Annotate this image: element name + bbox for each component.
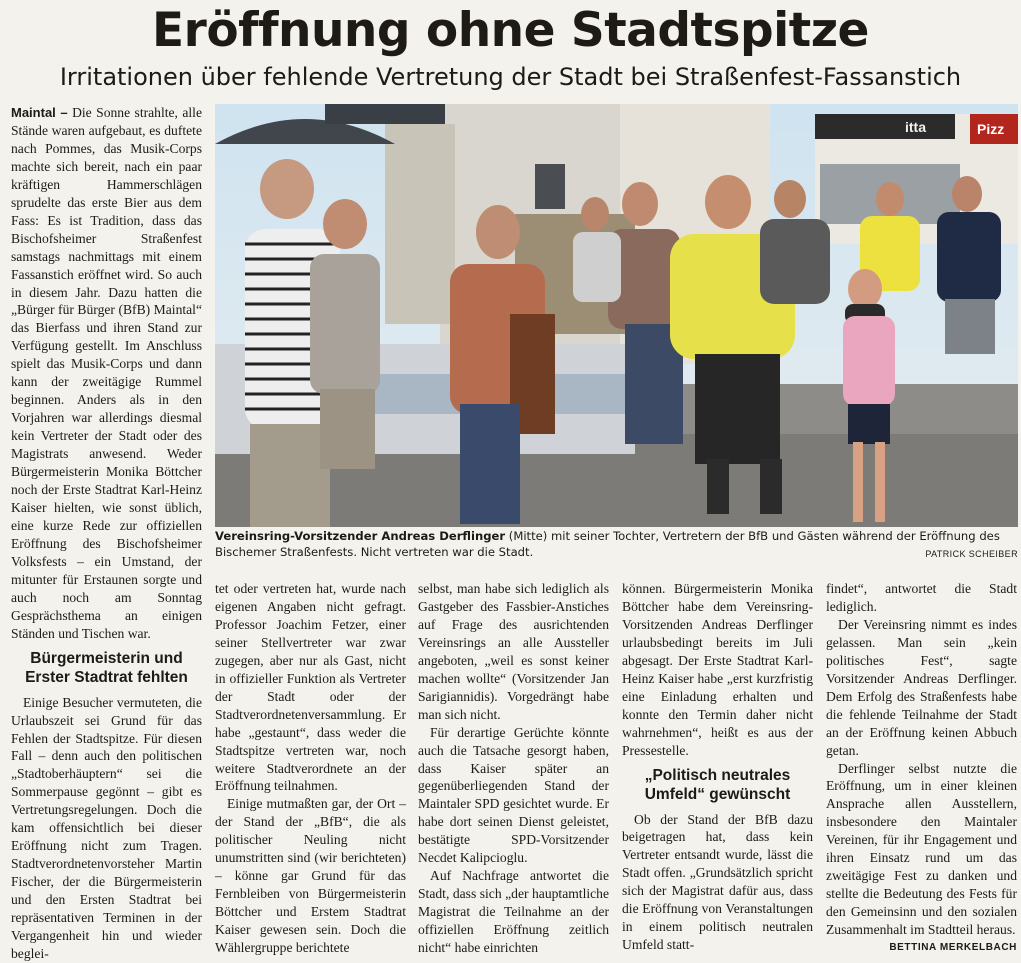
article-column-2 bbox=[215, 580, 406, 957]
paragraph: Derflinger selbst nutzte die Eröffnung, um in einer kleinen Ansprache allen Ausstellern, insbesondere den Maintaler Vereinen, für ihr Engagement und ihren Einsatz rund um das zweitägige Fest zu danken und stellte die Bedeutung des Fests für den Gemeinsinn und den sozialen Zusammenhalt im Stadtteil heraus. bbox=[826, 760, 1017, 938]
author-byline: BETTINA MERKELBACH bbox=[889, 942, 1017, 954]
photo-credit: PATRICK SCHEIBER bbox=[925, 549, 1018, 559]
photo-caption bbox=[215, 528, 1018, 562]
paragraph: Auf Nachfrage antwortet die Stadt, dass sich „der hauptamtliche Magistrat die Teilnahme an der offiziellen Eröffnung zeitlich nicht“ habe einrichten bbox=[418, 868, 609, 956]
caption-text: (Mitte) mit seiner Tochter, Vertretern der BfB und Gästen während der Eröffnung des Bischemer Straßenfests. Nicht vertreten war die Stadt. bbox=[215, 529, 1000, 559]
paragraph: Der Vereinsring nimmt es indes gelassen. Man sein „kein politisches Fest“, sagte Vorsitzender Andreas Derflinger. Dem Erfolg des Straßenfests habe die fehlende Teilnahme der Stadt an der Eröffnung keinen Abbuch getan. bbox=[826, 616, 1017, 758]
subhead-1: Bürgermeisterin und Erster Stadtrat fehlten bbox=[25, 649, 188, 686]
subheadline: Irritationen über fehlende Vertretung der Stadt bei Straßenfest-Fassanstich bbox=[59, 63, 962, 91]
paragraph: Einige Besucher vermuteten, die Urlaubszeit sei Grund für das Fehlen der Stadtspitze. Für diesen Fall – denn auch den politischen „Stadtoberhäuptern“ sei die Sommerpause gegönnt – gibt es Vertretungsregelungen. Doch die kam offensichtlich bei dieser Eröffnung nicht zum Tragen. Stadtverordnetenvorsteher Martin Fischer, der die Bürgermeisterin und den Ersten Stadtrat bei repräsentativen Terminen in der Vergangenheit hin und wieder beglei- bbox=[11, 694, 202, 961]
lead-paragraph bbox=[11, 104, 202, 643]
article-photo bbox=[215, 104, 1018, 527]
street-festival-photo bbox=[215, 104, 1018, 527]
paragraph: Einige mutmaßten gar, der Ort – der Stand der „BfB“, die als politischer Neuling nicht unumstritten sind (wir berichteten) – könne gar Grund für das Fernbleiben von Bürgermeisterin Böttcher und Erstem Stadtrat Kaiser gewesen sein. Doch die Wählergruppe berichtete bbox=[215, 796, 406, 956]
paragraph: selbst, man habe sich lediglich als Gastgeber des Fassbier-Anstiches auf Frage des ausrichtenden Vereinsrings an alle Aussteller angeboten, „weil es sonst keiner machen wollte“ (Vorsitzender Jan Sarigiannidis). Vorgedrängt habe man sich nicht. bbox=[418, 581, 609, 722]
article-column-3 bbox=[418, 580, 609, 957]
article-column-4 bbox=[622, 580, 813, 954]
headline: Eröffnung ohne Stadtspitze bbox=[152, 3, 869, 58]
subhead-2: „Politisch neutrales Umfeld“ gewünscht bbox=[644, 766, 791, 803]
truck-sign: itta bbox=[905, 119, 926, 135]
caption-bold: Vereinsring-Vorsitzender Andreas Derflinger bbox=[215, 529, 506, 543]
paragraph: findet“, antwortet die Stadt lediglich. bbox=[826, 581, 1017, 614]
pizza-sign: Pizz bbox=[977, 121, 1005, 137]
paragraph: tet oder vertreten hat, wurde nach eigenen Angaben nicht gefragt. Professor Joachim Fetzer, einer seiner Stellvertreter war zwar zugegen, aber nur als Gast, nicht in offizieller Funktion als Vertreter der Stadt oder der Stadtverordnetenversammlung. Er habe „gestaunt“, dass weder die Stadtspitze vertreten war, noch weitere Stadtverordnete an der Eröffnung teilnahmen. bbox=[215, 581, 406, 794]
article-column-5 bbox=[826, 580, 1017, 957]
article-column-1 bbox=[11, 104, 202, 963]
lead-text: Die Sonne strahlte, alle Stände waren aufgebaut, es duftete nach Pommes, das Musik-Corps machte sich bereit, nach ein paar kräftigen Hammerschlägen sprudelte das erste Bier aus dem Fass: Es ist Tradition, dass das Bischofsheimer Straßenfest samstags nachmittags mit einem Fassanstich eröffnet wird. So auch in diesem Jahr. Dazu hatten die „Bürger für Bürger (BfB) Maintal“ das Bierfass und ihren Stand zur Verfügung gestellt. Im Anschluss spielt das Musik-Corps und dann kann der zweitägige Rummel beginnen. Anders als in den Vorjahren war allerdings diesmal kein Vertreter der Stadt oder des Magistrats anwesend. Weder Bürgermeisterin Monika Böttcher noch der Erste Stadtrat Karl-Heinz Kaiser hielten, wie sonst üblich, eine kurze Rede zur offiziellen Eröffnung des Bischofsheimer Volksfests – ein Umstand, der mitunter für Erstaunen sorgte und auch noch am Sonntag Gesprächsthema an einigen Ständen und Tischen war. bbox=[11, 105, 202, 641]
paragraph: können. Bürgermeisterin Monika Böttcher habe dem Vereinsring-Vorsitzenden Andreas Derflinger urlaubsbedingt bereits im Juli abgesagt. Der Erste Stadtrat Karl-Heinz Kaiser habe „erst kurzfristig eine Einladung erhalten und konnte den Termin daher nicht wahrnehmen“, heißt es aus der Pressestelle. bbox=[622, 581, 813, 758]
paragraph: Ob der Stand der BfB dazu beigetragen hat, dass kein Vertreter entsandt wurde, lässt die Stadt offen. „Grundsätzlich spricht sich der Magistrat dafür aus, dass die Eröffnung von Veranstaltungen in einem politisch neutralen Umfeld statt- bbox=[622, 811, 813, 953]
dateline: Maintal – bbox=[11, 105, 68, 120]
paragraph: Für derartige Gerüchte könnte auch die Tatsache gesorgt haben, dass Kaiser später an gegenüberliegenden Stand der Maintaler SPD gesichtet wurde. Er habe dort seinen Dienst geleistet, bestätigte SPD-Vorsitzender Necdet Kalipcioglu. bbox=[418, 724, 609, 866]
